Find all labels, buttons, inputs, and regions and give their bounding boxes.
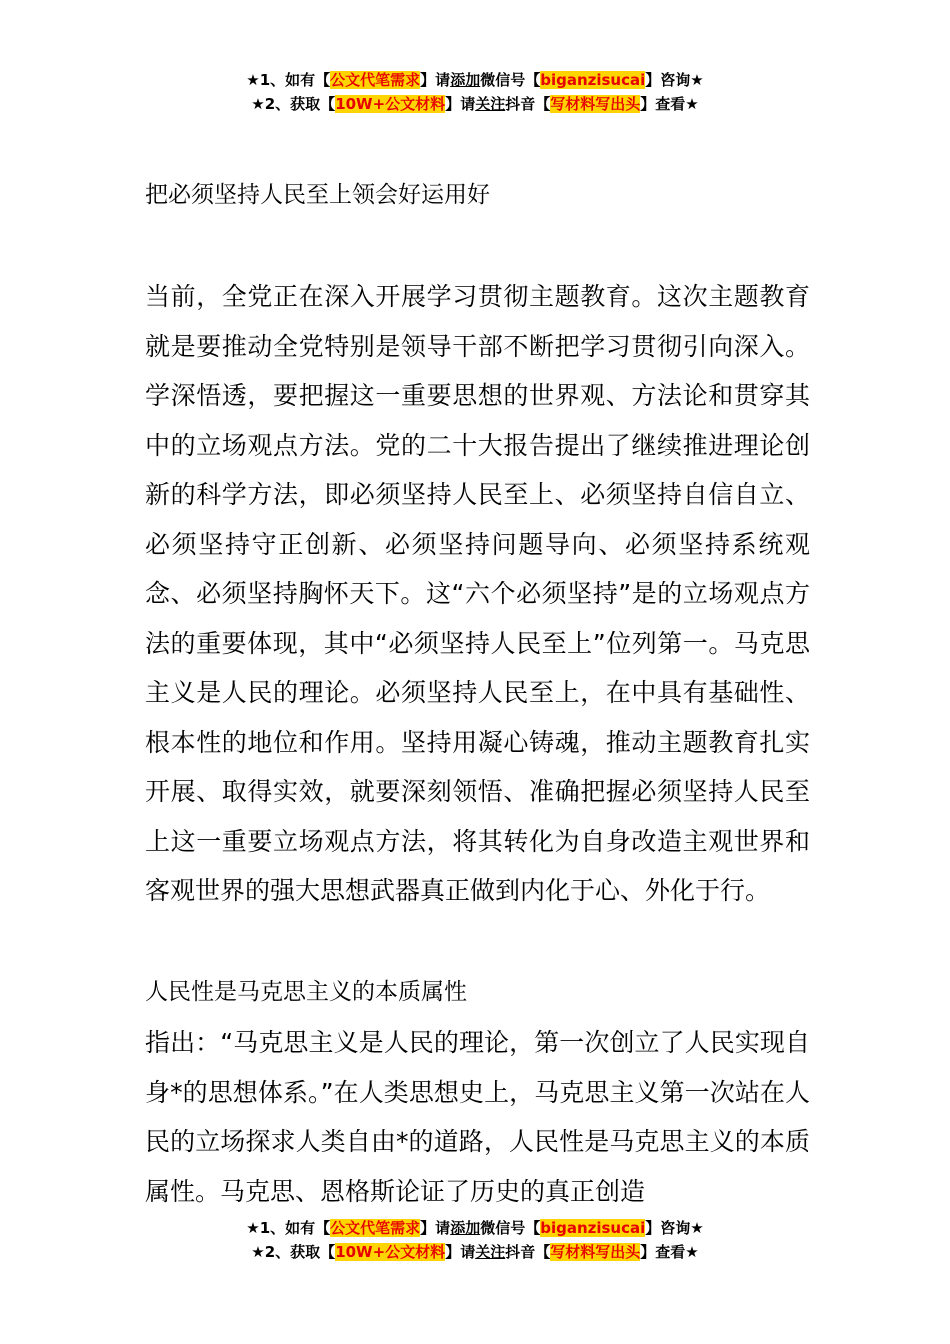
highlight-service: 公文代笔需求 [330,1219,421,1237]
banner-text: 】咨询★ [645,71,704,89]
banner-text: 抖音【 [505,1243,551,1261]
banner-line-1 [0,68,950,92]
banner-text: 】请 [445,95,476,113]
banner-underlined-text: 添加 [450,71,481,89]
highlight-wechat-id: biganzisucai [540,1219,646,1237]
footer-banner [0,1216,950,1264]
banner-text: ★2、获取【 [251,1243,336,1261]
highlight-service: 公文代笔需求 [330,71,421,89]
highlight-wechat-id: biganzisucai [540,71,646,89]
highlight-douyin-account: 写材料写出头 [550,95,641,113]
section-heading: 人民性是马克思主义的本质属性 [145,979,467,1005]
banner-text: 微信号【 [480,1219,541,1237]
highlight-materials: 10W+公文材料 [335,95,446,113]
banner-text: 微信号【 [480,71,541,89]
banner-text: 】查看★ [640,1243,699,1261]
banner-text: ★1、如有【 [246,71,331,89]
banner-underlined-text: 关注 [475,1243,506,1261]
banner-line-2 [0,92,950,116]
header-banner [0,68,950,116]
banner-line-1 [0,1216,950,1240]
banner-text: 】查看★ [640,95,699,113]
banner-line-2 [0,1240,950,1264]
banner-underlined-text: 关注 [475,95,506,113]
paragraph-intro: 当前，全党正在深入开展学习贯彻主题教育。这次主题教育就是要推动全党特别是领导干部不断把学习贯彻引向深入。学深悟透，要把握这一重要思想的世界观、方法论和贯穿其中的立场观点方法。党的二十大报告提出了继续推进理论创新的科学方法，即必须坚持人民至上、必须坚持自信自立、必须坚持守正创新、必须坚持问题导向、必须坚持系统观念、必须坚持胸怀天下。这“六个必须坚持”是的立场观点方法的重要体现，其中“必须坚持人民至上”位列第一。马克思主义是人民的理论。必须坚持人民至上，在中具有基础性、根本性的地位和作用。坚持用凝心铸魂，推动主题教育扎实开展、取得实效，就要深刻领悟、准确把握必须坚持人民至上这一重要立场观点方法，将其转化为自身改造主观世界和客观世界的强大思想武器真正做到内化于心、外化于行。 [145,282,810,905]
highlight-douyin-account: 写材料写出头 [550,1243,641,1261]
paragraph-section-1: 指出：“马克思主义是人民的理论，第一次创立了人民实现自身*的思想体系。”在人类思想史上，马克思主义第一次站在人民的立场探求人类自由*的道路，人民性是马克思主义的本质属性。马克思、恩格斯论证了历史的真正创造 [145,1028,810,1206]
article-title: 把必须坚持人民至上领会好运用好 [145,182,490,208]
banner-text: 】请 [420,71,451,89]
banner-text: 】咨询★ [645,1219,704,1237]
banner-text: ★2、获取【 [251,95,336,113]
highlight-materials: 10W+公文材料 [335,1243,446,1261]
banner-text: ★1、如有【 [246,1219,331,1237]
banner-text: 抖音【 [505,95,551,113]
banner-text: 】请 [420,1219,451,1237]
banner-underlined-text: 添加 [450,1219,481,1237]
banner-text: 】请 [445,1243,476,1261]
